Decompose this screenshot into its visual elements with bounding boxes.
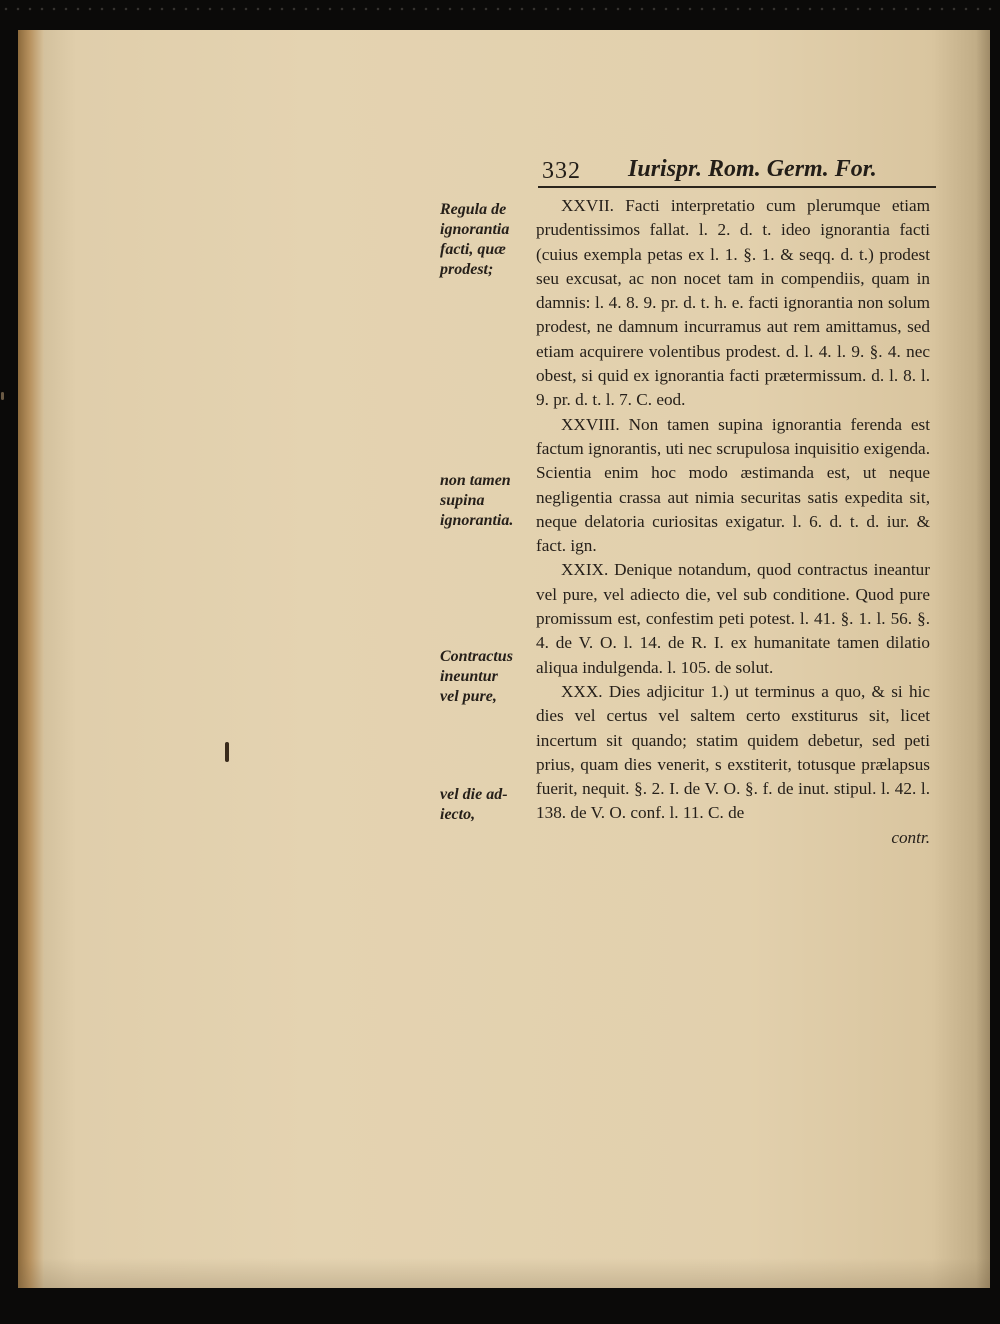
marginal-note-line: Regula de <box>440 201 507 218</box>
page-bottom-shadow <box>18 1258 990 1288</box>
marginal-note-line: non tamen <box>440 472 511 489</box>
page-number: 332 <box>542 158 581 184</box>
paragraph-xxix: XXIX. Denique notandum, quod contractus ineantur vel pure, vel adiecto die, vel sub conditione. Quod pure promissum est, confestim peti potest. l. 41. §. 1. l. 56. §. 4. de V. O. l. 14. de R. I. ex humanitate tamen dilatio aliqua indulgenda. l. 105. de solut. <box>536 560 930 677</box>
page-header <box>540 153 940 187</box>
paragraph-xxvii: XXVII. Facti interpretatio cum plerumque etiam prudentissimos fallat. l. 2. d. t. ideo ignorantia facti (cuius exempla petas ex l. 1. §. 1. & seqq. d. t.) prodest seu excusat, ac non nocet tam in compendiis, quam in damnis: l. 4. 8. 9. pr. d. t. h. e. facti ignorantia non solum prodest, ne damnum incurramus aut rem amittamus, sed etiam acquirere volentibus prodest. d. l. 4. l. 9. §. 4. nec obest, si quid ex ignorantia facti prætermissum. d. l. 8. l. 9. pr. d. t. l. 7. C. eod. <box>536 196 930 410</box>
ink-speck <box>225 742 229 762</box>
marginal-note-line: vel die ad- <box>440 786 508 803</box>
marginal-note <box>440 785 534 825</box>
marginal-note-line: ignorantia. <box>440 512 514 529</box>
catchword: contr. <box>891 827 930 847</box>
marginal-note <box>440 200 534 280</box>
paragraph-xxviii: XXVIII. Non tamen supina ignorantia ferenda est factum ignorantis, uti nec scrupulosa inquisitio exigenda. Scientia enim hoc modo æstimanda est, ut neque negligentia crassa aut nimia securitas satis expedita sit, neque delatoria curiositas exigatur. l. 6. d. t. d. iur. & fact. ign. <box>536 414 930 556</box>
marginal-note-line: iecto, <box>440 806 476 823</box>
marginal-note <box>440 471 534 531</box>
marginal-note-line: facti, quæ <box>440 241 506 258</box>
paragraph-xxx: XXX. Dies adjicitur 1.) ut terminus a quo, & si hic dies vel certus vel saltem certo exstiturus sit, licet incertum sit quando; statim quidem debetur, sed peti prius, quam dies venerit, s exstiterit, totusque prælapsus fuerit, nequit. §. 2. I. de V. O. §. f. de inut. stipul. l. 42. l. 138. de V. O. conf. l. 11. C. de <box>536 681 930 823</box>
marginal-note-line: Contractus <box>440 648 513 665</box>
body-text <box>536 194 930 850</box>
page-gutter <box>18 30 44 1288</box>
running-title: Iurispr. Rom. Germ. For. <box>628 156 877 182</box>
page-edge-shadow <box>976 30 990 1288</box>
marginal-note-line: prodest; <box>440 261 494 278</box>
marginal-note-line: ignorantia <box>440 221 510 238</box>
marginal-note-line: vel pure, <box>440 688 497 705</box>
marginal-note-line: supina <box>440 492 485 509</box>
marginal-note-line: ineuntur <box>440 668 498 685</box>
scan-border-dots <box>0 0 1000 18</box>
header-rule <box>538 186 936 188</box>
marginal-note <box>440 647 534 707</box>
ink-speck <box>1 392 4 400</box>
